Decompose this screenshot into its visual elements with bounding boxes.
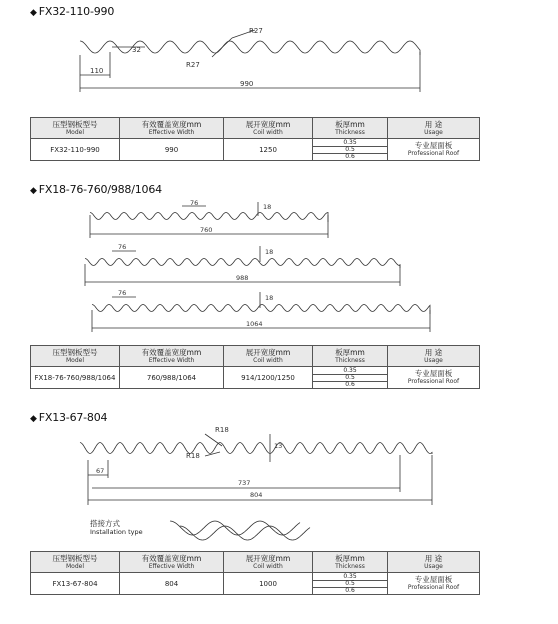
header-coil-width: 展开宽度mm Coil width — [224, 552, 313, 573]
dim-label-pitch: 67 — [96, 467, 105, 475]
profile-fx32 — [80, 41, 420, 55]
profile-fx18-988 — [85, 259, 400, 269]
table-row — [31, 139, 480, 161]
spec-table-fx18 — [30, 345, 480, 389]
dim-label-width: 760 — [200, 226, 213, 234]
profile-fx18-760 — [90, 213, 328, 223]
dim-label-width: 990 — [240, 80, 254, 88]
dim-label-pitch: 110 — [90, 67, 104, 75]
spec-table-fx13 — [30, 551, 480, 595]
cell-model: FX13-67-804 — [31, 573, 120, 595]
cell-model: FX18-76-760/988/1064 — [31, 367, 120, 389]
installation-label-en: Installation type — [90, 528, 143, 536]
cell-coil-width: 1000 — [224, 573, 313, 595]
cell-effective-width: 804 — [120, 573, 224, 595]
cell-usage: 专业屋面板 Professional Roof — [388, 573, 480, 595]
dim-label-pitch: 76 — [190, 199, 199, 207]
installation-profile-lower — [180, 526, 310, 540]
dim-label-pitch: 76 — [118, 289, 127, 297]
header-usage: 用 途 Usage — [388, 118, 480, 139]
cell-coil-width: 914/1200/1250 — [224, 367, 313, 389]
dim-label-width: 1064 — [246, 320, 263, 328]
spec-table-fx32 — [30, 117, 480, 161]
header-model: 压型钢板型号 Model — [31, 118, 120, 139]
header-effective-width: 有效覆盖宽度mm Effective Width — [120, 346, 224, 367]
header-effective-width: 有效覆盖宽度mm Effective Width — [120, 552, 224, 573]
dim-label-width: 988 — [236, 274, 249, 282]
leader-line — [212, 38, 232, 57]
section-title-fx32: ◆ FX32-110-990 — [30, 5, 115, 18]
header-model: 压型钢板型号 Model — [31, 552, 120, 573]
dim-label-radius-top: R27 — [249, 27, 263, 35]
dim-label-radius-bottom: R18 — [186, 452, 200, 460]
installation-profile-upper — [170, 521, 300, 535]
profile-fx18-1064 — [92, 305, 430, 315]
dim-label-height: 18 — [265, 248, 274, 256]
header-thickness: 板厚mm Thickness — [313, 346, 388, 367]
cell-usage: 专业屋面板 Professional Roof — [388, 139, 480, 161]
cell-usage: 专业屋面板 Professional Roof — [388, 367, 480, 389]
section-title-fx18: ◆ FX18-76-760/988/1064 — [30, 183, 162, 196]
cell-model: FX32-110-990 — [31, 139, 120, 161]
table-row — [31, 367, 480, 389]
dim-label-height: 18 — [263, 203, 272, 211]
header-coil-width: 展开宽度mm Coil width — [224, 346, 313, 367]
header-model: 压型钢板型号 Model — [31, 346, 120, 367]
dim-label-radius-bottom: R27 — [186, 61, 200, 69]
dim-label-effective: 737 — [238, 479, 251, 487]
table-row — [31, 573, 480, 595]
dim-label-height: 32 — [132, 46, 141, 54]
cell-thickness: 0.35 0.5 0.6 — [313, 139, 388, 161]
cell-thickness: 0.35 0.5 0.6 — [313, 367, 388, 389]
cell-effective-width: 760/988/1064 — [120, 367, 224, 389]
dim-label-radius-top: R18 — [215, 426, 229, 434]
header-thickness: 板厚mm Thickness — [313, 552, 388, 573]
header-thickness: 板厚mm Thickness — [313, 118, 388, 139]
profile-fx13 — [80, 443, 432, 455]
header-coil-width: 展开宽度mm Coil width — [224, 118, 313, 139]
section-title-fx13: ◆ FX13-67-804 — [30, 411, 108, 424]
dim-label-width: 804 — [250, 491, 263, 499]
cell-thickness: 0.35 0.5 0.6 — [313, 573, 388, 595]
dim-label-pitch: 76 — [118, 243, 127, 251]
leader-line — [205, 452, 220, 456]
header-effective-width: 有效覆盖宽度mm Effective Width — [120, 118, 224, 139]
header-usage: 用 途 Usage — [388, 346, 480, 367]
header-usage: 用 途 Usage — [388, 552, 480, 573]
installation-label-cn: 搭接方式 — [90, 519, 120, 528]
dim-label-height: 13 — [274, 442, 283, 450]
cell-coil-width: 1250 — [224, 139, 313, 161]
cell-effective-width: 990 — [120, 139, 224, 161]
dim-label-height: 18 — [265, 294, 274, 302]
leader-line — [205, 434, 222, 446]
